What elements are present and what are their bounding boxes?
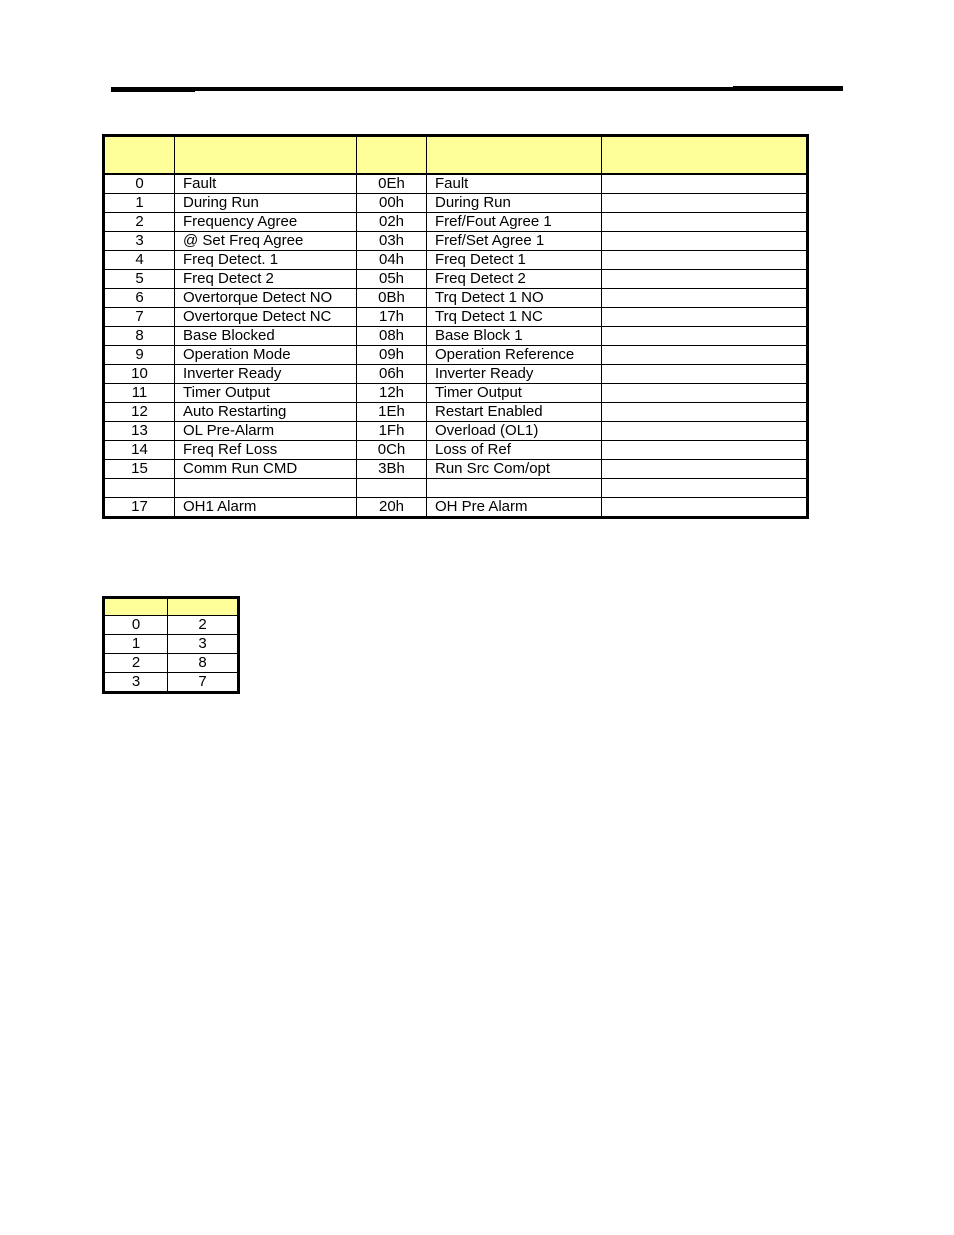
small-cell-right: 2 [168,616,239,635]
row-name-cell: @ Set Freq Agree [175,232,357,251]
row-name-cell: Operation Mode [175,346,357,365]
row-name-cell: Freq Ref Loss [175,441,357,460]
table-row [104,460,808,479]
row-code-cell: 0Bh [357,289,427,308]
row-description-cell: Fref/Set Agree 1 [427,232,602,251]
row-name-cell: Freq Detect 2 [175,270,357,289]
row-note-cell [602,422,808,441]
row-code-cell: 08h [357,327,427,346]
row-description-cell: Restart Enabled [427,403,602,422]
row-description-cell: Trq Detect 1 NO [427,289,602,308]
row-code-cell [357,479,427,498]
table-row [104,213,808,232]
row-number-cell: 13 [104,422,175,441]
row-description-cell: Run Src Com/opt [427,460,602,479]
small-cell-left: 0 [104,616,168,635]
header-cell-5 [602,136,808,175]
row-number-cell: 12 [104,403,175,422]
table-row [104,403,808,422]
small-table-row [104,635,239,654]
header-cell-4 [427,136,602,175]
row-note-cell [602,365,808,384]
row-number-cell: 15 [104,460,175,479]
multi-function-output-table [102,134,809,519]
table-row [104,174,808,194]
row-description-cell: Overload (OL1) [427,422,602,441]
small-cell-left: 3 [104,673,168,693]
table-row [104,251,808,270]
row-name-cell: Comm Run CMD [175,460,357,479]
small-header-cell-2 [168,598,239,616]
row-code-cell: 09h [357,346,427,365]
row-note-cell [602,384,808,403]
row-note-cell [602,213,808,232]
row-code-cell: 1Eh [357,403,427,422]
row-number-cell: 10 [104,365,175,384]
row-name-cell: OH1 Alarm [175,498,357,518]
row-description-cell: Timer Output [427,384,602,403]
row-name-cell: Inverter Ready [175,365,357,384]
row-description-cell: Fault [427,174,602,194]
row-code-cell: 04h [357,251,427,270]
row-number-cell: 14 [104,441,175,460]
row-code-cell: 17h [357,308,427,327]
table-row [104,232,808,251]
small-table-header-row [104,598,239,616]
row-code-cell: 1Fh [357,422,427,441]
row-number-cell: 9 [104,346,175,365]
row-description-cell: Trq Detect 1 NC [427,308,602,327]
row-code-cell: 00h [357,194,427,213]
top-rule [111,87,843,91]
row-note-cell [602,270,808,289]
table-row [104,346,808,365]
row-description-cell: Operation Reference [427,346,602,365]
row-number-cell: 0 [104,174,175,194]
row-description-cell: Loss of Ref [427,441,602,460]
small-cell-right: 3 [168,635,239,654]
row-code-cell: 06h [357,365,427,384]
row-number-cell: 7 [104,308,175,327]
table-row [104,194,808,213]
table-row [104,270,808,289]
row-name-cell: Fault [175,174,357,194]
row-note-cell [602,174,808,194]
table-row [104,422,808,441]
table-row [104,327,808,346]
row-code-cell: 0Ch [357,441,427,460]
table-row [104,498,808,518]
row-note-cell [602,346,808,365]
row-name-cell: Overtorque Detect NC [175,308,357,327]
table-row [104,308,808,327]
small-cell-right: 8 [168,654,239,673]
row-description-cell: During Run [427,194,602,213]
table-row [104,365,808,384]
table-row [104,289,808,308]
row-note-cell [602,479,808,498]
table-row [104,479,808,498]
row-number-cell: 4 [104,251,175,270]
small-cell-left: 1 [104,635,168,654]
small-table-row [104,673,239,693]
row-description-cell: Freq Detect 2 [427,270,602,289]
row-number-cell: 6 [104,289,175,308]
row-number-cell: 17 [104,498,175,518]
small-header-cell-1 [104,598,168,616]
row-description-cell: Base Block 1 [427,327,602,346]
row-note-cell [602,327,808,346]
row-name-cell: Base Blocked [175,327,357,346]
table-row [104,441,808,460]
small-table-row [104,654,239,673]
row-number-cell: 3 [104,232,175,251]
row-code-cell: 3Bh [357,460,427,479]
row-note-cell [602,498,808,518]
row-code-cell: 20h [357,498,427,518]
row-number-cell [104,479,175,498]
table-row [104,384,808,403]
row-name-cell: Auto Restarting [175,403,357,422]
row-note-cell [602,403,808,422]
row-name-cell [175,479,357,498]
row-code-cell: 12h [357,384,427,403]
row-name-cell: Timer Output [175,384,357,403]
row-description-cell: Freq Detect 1 [427,251,602,270]
row-number-cell: 2 [104,213,175,232]
small-cell-left: 2 [104,654,168,673]
header-cell-3 [357,136,427,175]
row-code-cell: 03h [357,232,427,251]
row-note-cell [602,194,808,213]
row-description-cell: Fref/Fout Agree 1 [427,213,602,232]
row-name-cell: During Run [175,194,357,213]
small-table-row [104,616,239,635]
row-name-cell: Freq Detect. 1 [175,251,357,270]
row-number-cell: 1 [104,194,175,213]
row-note-cell [602,251,808,270]
row-name-cell: Overtorque Detect NO [175,289,357,308]
row-note-cell [602,232,808,251]
row-code-cell: 0Eh [357,174,427,194]
mapping-table [102,596,240,694]
row-number-cell: 11 [104,384,175,403]
header-cell-2 [175,136,357,175]
row-code-cell: 02h [357,213,427,232]
row-note-cell [602,441,808,460]
row-code-cell: 05h [357,270,427,289]
header-cell-1 [104,136,175,175]
small-cell-right: 7 [168,673,239,693]
row-number-cell: 8 [104,327,175,346]
row-note-cell [602,460,808,479]
row-note-cell [602,289,808,308]
row-name-cell: Frequency Agree [175,213,357,232]
row-description-cell [427,479,602,498]
row-name-cell: OL Pre-Alarm [175,422,357,441]
row-description-cell: OH Pre Alarm [427,498,602,518]
row-description-cell: Inverter Ready [427,365,602,384]
row-number-cell: 5 [104,270,175,289]
row-note-cell [602,308,808,327]
table-header-row [104,136,808,175]
